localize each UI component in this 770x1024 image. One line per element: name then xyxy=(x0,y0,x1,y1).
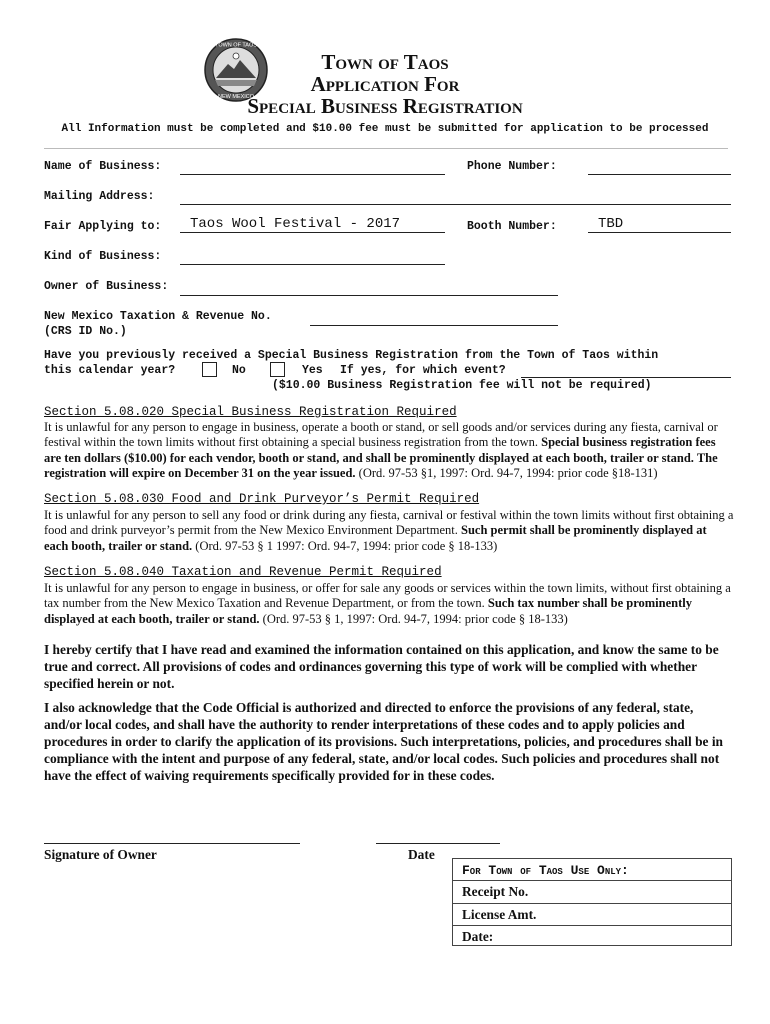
fair-label: Fair Applying to: xyxy=(44,220,162,233)
office-use-divider-1 xyxy=(453,880,731,881)
mailing-address-field[interactable] xyxy=(180,190,731,205)
phone-label: Phone Number: xyxy=(467,160,557,173)
owner-signature-label: Signature of Owner xyxy=(44,847,157,862)
date-signature-label: Date xyxy=(408,847,435,862)
no-label: No xyxy=(232,364,246,377)
receipt-number-label: Receipt No. xyxy=(462,884,529,899)
fair-field[interactable] xyxy=(180,218,445,233)
previous-registration-question-2: this calendar year? xyxy=(44,364,176,377)
section-5-08-020-heading: Section 5.08.020 Special Business Registration Required xyxy=(44,405,457,419)
phone-field[interactable] xyxy=(588,160,731,175)
office-use-heading: For Town of Taos Use Only: xyxy=(462,863,629,878)
section-5-08-030-heading: Section 5.08.030 Food and Drink Purveyor’s Permit Required xyxy=(44,492,480,506)
header-divider xyxy=(44,148,728,149)
booth-field[interactable] xyxy=(588,218,731,233)
yes-checkbox[interactable] xyxy=(270,362,285,377)
section-5-08-020-body: It is unlawful for any person to engage in business, operate a booth or stand, or sell goods and/or services during any fiesta, carnival or festival within the town limits without first obtaining a special business registration from the town. Special business registration fees are ten dollars ($10.00) for each vendor, booth or stand, and shall be prominently displayed at each booth, trailer or stand. The registration will expire on December 31 on the year issued. (Ord. 97-53 §1, 1997: Ord. 94-7, 1994: prior code §18-131) xyxy=(44,420,718,481)
title-line-3: Special Business Registration xyxy=(247,94,523,118)
which-event-field[interactable] xyxy=(521,363,731,378)
no-checkbox[interactable] xyxy=(202,362,217,377)
office-use-divider-3 xyxy=(453,925,731,926)
section-5-08-040-body: It is unlawful for any person to engage in business, or offer for sale any goods or services within the town limits, without first obtaining a tax number from the New Mexico Taxation and Revenue Department, or from the town. Such tax number shall be prominently displayed at each booth, trailer or stand. (Ord. 97-53 § 1, 1997: Ord. 94-7, 1994: prior code § 18-133) xyxy=(44,581,731,626)
title-line-1: Town of Taos xyxy=(321,50,449,74)
owner-label: Owner of Business: xyxy=(44,280,169,293)
seal-text-bottom: NEW MEXICO xyxy=(217,94,255,100)
fee-notice: All Information must be completed and $10.00 fee must be submitted for application to be processed xyxy=(61,123,709,135)
owner-signature-line[interactable] xyxy=(44,843,300,844)
date-signature-line[interactable] xyxy=(376,843,500,844)
office-date-label: Date: xyxy=(462,929,494,944)
license-amount-label: License Amt. xyxy=(462,907,537,922)
previous-registration-question: Have you previously received a Special Business Registration from the Town of Taos within xyxy=(44,349,659,362)
crs-id-label: (CRS ID No.) xyxy=(44,325,127,338)
mailing-address-label: Mailing Address: xyxy=(44,190,155,203)
which-event-label: If yes, for which event? xyxy=(340,364,506,377)
acknowledgement-paragraph: I also acknowledge that the Code Official is authorized and directed to enforce the provisions of any federal, state, and/or local codes, and shall have the authority to render interpretations of these codes and to apply policies and procedures in order to clarify the application of its provisions. Such interpretations, policies, and procedures shall be in compliance with the intent and purpose of any federal, state, and/or local codes. Such policies and procedures shall not have the effect of waiving requirements specifically provided for in these codes. xyxy=(44,700,723,783)
kind-of-business-field[interactable] xyxy=(180,250,445,265)
office-use-divider-2 xyxy=(453,903,731,904)
tax-number-field[interactable] xyxy=(310,311,558,326)
certification-paragraph: I hereby certify that I have read and examined the information contained on this application, and know the same to be true and correct. All provisions of codes and ordinances governing this type of work will be complied with whether specified herein or not. xyxy=(44,642,719,691)
title-line-2: Application For xyxy=(310,72,460,96)
tax-number-label: New Mexico Taxation & Revenue No. xyxy=(44,310,272,323)
business-name-field[interactable] xyxy=(180,160,445,175)
owner-field[interactable] xyxy=(180,281,558,296)
fair-value: Taos Wool Festival - 2017 xyxy=(190,216,401,232)
booth-label: Booth Number: xyxy=(467,220,557,233)
booth-value: TBD xyxy=(598,216,624,232)
section-5-08-030-body: It is unlawful for any person to sell any food or drink during any fiesta, carnival or festival within the town limits without first obtaining a food and drink purveyor’s permit from the New Mexico Environment Department. Such permit shall be prominently displayed at each booth, trailer or stand. (Ord. 97-53 § 1 1997: Ord. 94-7, 1994: prior code § 18-133) xyxy=(44,508,734,553)
business-name-label: Name of Business: xyxy=(44,160,162,173)
office-use-box xyxy=(452,858,732,946)
kind-of-business-label: Kind of Business: xyxy=(44,250,162,263)
seal-text-top: TOWN OF TAOS xyxy=(215,42,257,49)
section-5-08-040-heading: Section 5.08.040 Taxation and Revenue Permit Required xyxy=(44,565,442,579)
yes-label: Yes xyxy=(302,364,323,377)
fee-waiver-note: ($10.00 Business Registration fee will not be required) xyxy=(272,379,652,392)
